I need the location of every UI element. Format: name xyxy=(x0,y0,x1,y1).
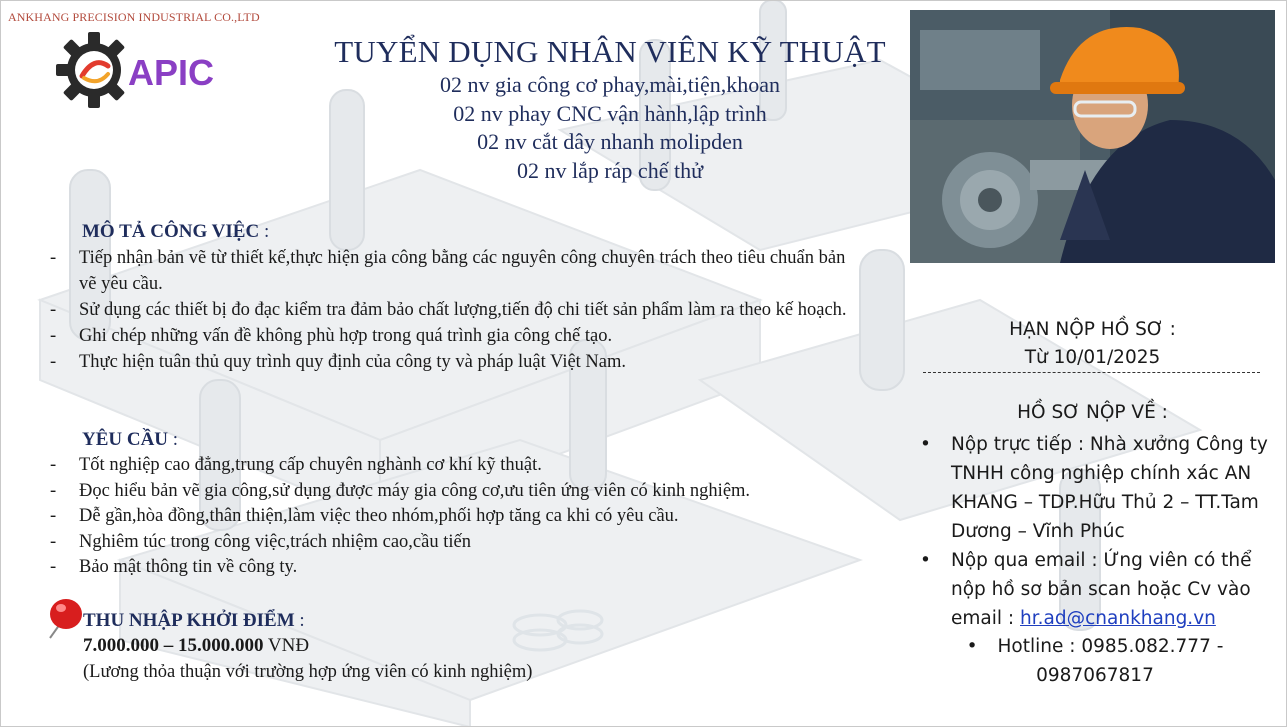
list-item: - Tốt nghiệp cao đẳng,trung cấp chuyên nghành cơ khí kỹ thuật. xyxy=(50,453,870,479)
list-item xyxy=(915,546,1275,633)
income-heading xyxy=(83,610,532,632)
pushpin-icon xyxy=(40,594,84,642)
requirements-title: YÊU CẦU xyxy=(82,429,169,450)
salary-range xyxy=(83,632,532,660)
income-title: THU NHẬP KHỞI ĐIỂM xyxy=(83,610,295,631)
email-link[interactable]: hr.ad@cnankhang.vn xyxy=(1020,608,1216,629)
income-block xyxy=(83,610,532,684)
job-description-heading xyxy=(82,221,269,243)
job-description-title: MÔ TẢ CÔNG VIỆC xyxy=(82,221,260,242)
deadline-date: Từ 10/01/2025 xyxy=(1024,347,1161,368)
hotline-number-secondary: 0987067817 xyxy=(1036,665,1154,686)
company-name: ANKHANG PRECISION INDUSTRIAL CO.,LTD xyxy=(8,10,260,24)
salary-amount: 7.000.000 – 15.000.000 xyxy=(83,635,264,656)
page-title: TUYỂN DỤNG NHÂN VIÊN KỸ THUẬT xyxy=(334,34,886,69)
requirements-list xyxy=(50,453,870,581)
worker-photo xyxy=(910,10,1275,263)
heading-colon: : xyxy=(168,429,179,450)
hotline-block xyxy=(915,632,1275,690)
requirements-heading xyxy=(82,429,178,451)
list-item: - Bảo mật thông tin về công ty. xyxy=(50,555,870,581)
list-item: - Nghiêm túc trong công việc,trách nhiệm cao,cầu tiến xyxy=(50,530,870,556)
deadline-title: HẠN NỘP HỒ SƠ : xyxy=(1009,319,1176,340)
list-item: - Thực hiện tuân thủ quy trình quy định của công ty và pháp luật Việt Nam. xyxy=(50,349,850,375)
position-item: 02 nv phay CNC vận hành,lập trình xyxy=(453,100,767,126)
list-item: - Dễ gần,hòa đồng,thân thiện,làm việc theo nhóm,phối hợp tăng ca khi có yêu cầu. xyxy=(50,504,870,530)
heading-colon: : xyxy=(259,221,270,242)
list-item: - Sử dụng các thiết bị đo đạc kiểm tra đảm bảo chất lượng,tiến độ chi tiết sản phẩm làm ra theo kế hoạch. xyxy=(50,297,850,323)
dashed-divider xyxy=(923,372,1260,373)
hotline-line xyxy=(915,632,1275,661)
list-item: - Tiếp nhận bản vẽ từ thiết kế,thực hiện gia công bằng các nguyên công chuyên trách theo tiêu chuẩn bản vẽ yêu cầu. xyxy=(50,245,850,297)
email-instruction: Nộp qua email : Ứng viên có thể nộp hồ sơ bản scan hoặc Cv vào email : xyxy=(951,550,1252,629)
positions-list xyxy=(300,71,920,185)
position-item: 02 nv cắt dây nhanh molipden xyxy=(477,129,743,154)
position-item: 02 nv gia công cơ phay,mài,tiện,khoan xyxy=(439,72,781,97)
recruitment-header xyxy=(300,34,920,185)
bullet-icon: • xyxy=(966,636,978,657)
list-item: - Ghi chép những vấn đề không phù hợp trong quá trình gia công chế tạo. xyxy=(50,323,850,349)
heading-colon: : xyxy=(294,610,305,631)
deadline-block xyxy=(915,316,1270,372)
salary-currency: VNĐ xyxy=(263,635,310,656)
salary-note: (Lương thỏa thuận với trường hợp ứng viên có kinh nghiệm) xyxy=(83,662,533,682)
submission-list xyxy=(915,430,1275,633)
list-item: • Nộp trực tiếp : Nhà xưởng Công ty TNHH công nghiệp chính xác AN KHANG – TDP.Hữu Thủ 2 – TT.Tam Dương – Vĩnh Phúc xyxy=(915,430,1275,546)
job-description-list xyxy=(50,245,850,375)
application-info xyxy=(915,316,1270,686)
submission-title: HỒ SƠ NỘP VỀ : xyxy=(1017,402,1168,423)
logo-text: APIC xyxy=(128,52,215,93)
hotline-number: Hotline : 0985.082.777 - xyxy=(997,636,1224,657)
list-item: - Đọc hiểu bản vẽ gia công,sử dụng được máy gia công cơ,ưu tiên ứng viên có kinh nghiệm. xyxy=(50,479,870,505)
position-item: 02 nv lắp ráp chế thử xyxy=(516,157,704,183)
